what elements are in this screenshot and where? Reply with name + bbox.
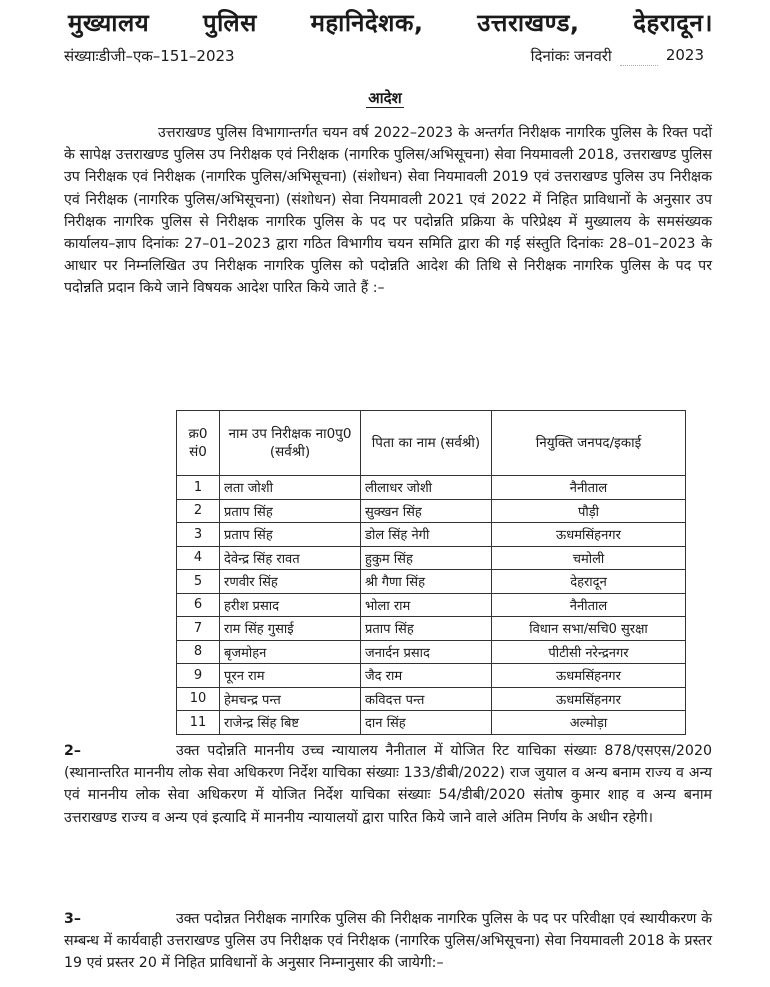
table-row: [177, 687, 686, 711]
cell-sn: 11: [177, 711, 220, 735]
cell-name: रणवीर सिंह: [220, 570, 361, 594]
table-row: [177, 546, 686, 570]
date-label: दिनांकः जनवरी: [530, 47, 612, 65]
cell-sn: 8: [177, 640, 220, 664]
letterhead-word: देहरादून।: [633, 9, 713, 37]
header-posting: नियुक्ति जनपद/इकाई: [492, 411, 686, 476]
table-row: [177, 523, 686, 547]
cell-posting: चमोली: [492, 546, 686, 570]
letterhead: [68, 6, 713, 39]
order-heading: [0, 88, 770, 108]
header-father: पिता का नाम (सर्वश्री): [361, 411, 492, 476]
cell-name: राम सिंह गुसाई: [220, 617, 361, 641]
cell-father: डोल सिंह नेगी: [361, 523, 492, 547]
cell-sn: 4: [177, 546, 220, 570]
cell-father: श्री गैणा सिंह: [361, 570, 492, 594]
cell-sn: 10: [177, 687, 220, 711]
cell-posting: नैनीताल: [492, 593, 686, 617]
table-row: [177, 476, 686, 500]
cell-father: लीलाधर जोशी: [361, 476, 492, 500]
cell-posting: ऊधमसिंहनगर: [492, 523, 686, 547]
order-title: आदेश: [368, 89, 402, 107]
header-name: नाम उप निरीक्षक ना0पु0 (सर्वश्री): [220, 411, 361, 476]
cell-name: देवेन्द्र सिंह रावत: [220, 546, 361, 570]
cell-father: जैद राम: [361, 664, 492, 688]
cell-father: सुक्खन सिंह: [361, 499, 492, 523]
cell-sn: 1: [177, 476, 220, 500]
date-line: [531, 46, 704, 66]
cell-posting: अल्मोड़ा: [492, 711, 686, 735]
cell-father: हुकुम सिंह: [361, 546, 492, 570]
cell-father: प्रताप सिंह: [361, 617, 492, 641]
date-blank: [620, 46, 658, 66]
header-sn: क्र0 सं0: [177, 411, 220, 476]
cell-sn: 5: [177, 570, 220, 594]
paragraph-3: [64, 908, 712, 975]
table-row: [177, 664, 686, 688]
cell-sn: 6: [177, 593, 220, 617]
table-header-row: [177, 411, 686, 476]
cell-father: दान सिंह: [361, 711, 492, 735]
reference-line: [64, 46, 704, 66]
paragraph-text: उक्त पदोन्नत निरीक्षक नागरिक पुलिस की निरीक्षक नागरिक पुलिस के पद पर परिवीक्षा एवं स्थायीकरण के सम्बन्ध में कार्यवाही उत्तराखण्ड पुलिस उप निरीक्षक एवं निरीक्षक (नागरिक पुलिस/अभिसूचना) सेवा नियमावली 2018 के प्रस्तर 19 एवं प्रस्तर 20 में निहित प्राविधानों के अनुसार निम्नानुसार की जायेगी:–: [64, 911, 712, 972]
cell-sn: 2: [177, 499, 220, 523]
letterhead-word: मुख्यालय: [68, 9, 150, 37]
table-row: [177, 593, 686, 617]
cell-posting: पीटीसी नरेन्द्रनगर: [492, 640, 686, 664]
reference-number: संख्याःडीजी–एक–151–2023: [64, 47, 235, 65]
table-row: [177, 570, 686, 594]
cell-name: हेमचन्द्र पन्त: [220, 687, 361, 711]
cell-posting: देहरादून: [492, 570, 686, 594]
cell-father: जनार्दन प्रसाद: [361, 640, 492, 664]
cell-name: लता जोशी: [220, 476, 361, 500]
cell-name: पूरन राम: [220, 664, 361, 688]
paragraph-2: [64, 740, 712, 829]
cell-posting: पौड़ी: [492, 499, 686, 523]
cell-name: राजेन्द्र सिंह बिष्ट: [220, 711, 361, 735]
cell-sn: 7: [177, 617, 220, 641]
cell-name: प्रताप सिंह: [220, 523, 361, 547]
paragraph-text: उक्त पदोन्नति माननीय उच्च न्यायालय नैनीताल में योजित रिट याचिका संख्याः 878/एसएस/2020 (स्थानान्तरित माननीय लोक सेवा अधिकरण निर्देश याचिका संख्याः 133/डीबी/2022) राज जुयाल व अन्य बनाम राज्य व अन्य एवं माननीय लोक सेवा अधिकरण में योजित निर्देश याचिका संख्याः 54/डीबी/2020 संतोष कुमार शाह व अन्य बनाम उत्तराखण्ड राज्य व अन्य एवं इत्यादि में माननीय न्यायालयों द्वारा पारित किये जाने वाले अंतिम निर्णय के अधीन रहेगी।: [64, 743, 712, 826]
cell-name: बृजमोहन: [220, 640, 361, 664]
cell-name: हरीश प्रसाद: [220, 593, 361, 617]
cell-father: कविदत्त पन्त: [361, 687, 492, 711]
cell-sn: 9: [177, 664, 220, 688]
table-row: [177, 711, 686, 735]
cell-posting: ऊधमसिंहनगर: [492, 664, 686, 688]
letterhead-word: महानिदेशक,: [310, 9, 424, 37]
letterhead-word: उत्तराखण्ड,: [477, 9, 580, 37]
table-row: [177, 499, 686, 523]
paragraph-number: 3–: [64, 911, 81, 927]
cell-name: प्रताप सिंह: [220, 499, 361, 523]
cell-sn: 3: [177, 523, 220, 547]
cell-posting: नैनीताल: [492, 476, 686, 500]
promotion-table: [176, 410, 686, 735]
table-row: [177, 640, 686, 664]
date-year: 2023: [665, 46, 704, 64]
cell-posting: ऊधमसिंहनगर: [492, 687, 686, 711]
cell-posting: विधान सभा/सचि0 सुरक्षा: [492, 617, 686, 641]
letterhead-word: पुलिस: [202, 9, 257, 37]
table-row: [177, 617, 686, 641]
paragraph-number: 2–: [64, 743, 81, 759]
paragraph-1: उत्तराखण्ड पुलिस विभागान्तर्गत चयन वर्ष 2022–2023 के अन्तर्गत निरीक्षक नागरिक पुलिस के रिक्त पदों के सापेक्ष उत्तराखण्ड पुलिस उप निरीक्षक एवं निरीक्षक (नागरिक पुलिस/अभिसूचना) सेवा नियमावली 2018, उत्तराखण्ड पुलिस उप निरीक्षक एवं निरीक्षक (नागरिक पुलिस/अभिसूचना) (संशोधन) सेवा नियमावली 2019 एवं उत्तराखण्ड पुलिस उप निरीक्षक एवं निरीक्षक (नागरिक पुलिस/अभिसूचना) (संशोधन) सेवा नियमावली 2021 एवं 2022 में निहित प्राविधानों के अनुसार उप निरीक्षक नागरिक पुलिस से निरीक्षक नागरिक पुलिस के पद पर पदोन्नति प्रक्रिया के परिप्रेक्ष्य में मुख्यालय के समसंख्यक कार्यालय–ज्ञाप दिनांकः 27–01–2023 द्वारा गठित विभागीय चयन समिति द्वारा की गई संस्तुति दिनांकः 28–01–2023 के आधार पर निम्नलिखित उप निरीक्षक नागरिक पुलिस को पदोन्नति आदेश की तिथि से निरीक्षक नागरिक पुलिस के पद पर पदोन्नति प्रदान किये जाने विषयक आदेश पारित किये जाते हैं :–: [64, 125, 712, 297]
cell-father: भोला राम: [361, 593, 492, 617]
